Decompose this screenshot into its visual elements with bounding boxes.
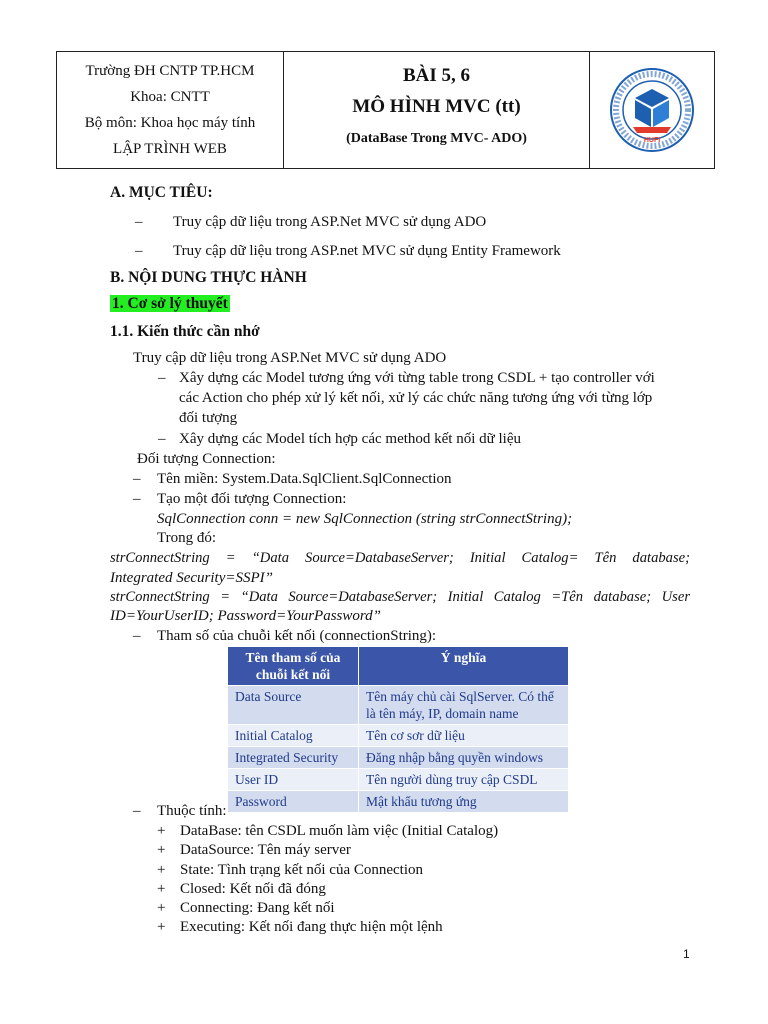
dash-bullet: – <box>133 803 141 819</box>
lesson-number: BÀI 5, 6 <box>402 65 471 86</box>
section-b-heading: B. NỘI DUNG THỰC HÀNH <box>110 269 307 286</box>
property-item: State: Tình trạng kết nối của Connection <box>180 862 424 878</box>
lesson-subtitle: (DataBase Trong MVC- ADO) <box>346 131 527 146</box>
svg-text:HUFI: HUFI <box>643 137 661 144</box>
header-school-info <box>57 52 284 168</box>
where-label: Trong đó: <box>157 530 217 546</box>
property-item: Closed: Kết nối đã đóng <box>180 881 326 897</box>
table-row <box>228 791 568 813</box>
plus-bullet: + <box>157 842 166 858</box>
course-name: LẬP TRÌNH WEB <box>113 141 227 157</box>
faculty-name: Khoa: CNTT <box>130 89 210 105</box>
param-meaning-cell: Tên máy chủ cài SqlServer. Có thể là tên máy, IP, domain name <box>359 686 569 725</box>
params-label: Tham số của chuỗi kết nối (connectionString): <box>157 628 437 644</box>
property-item: DataSource: Tên máy server <box>180 842 351 858</box>
property-item: DataBase: tên CSDL muốn làm việc (Initial Catalog) <box>180 823 499 839</box>
objective-item-1: Truy cập dữ liệu trong ASP.Net MVC sử dụng ADO <box>173 214 487 230</box>
bullet-model-line-1: Xây dựng các Model tương ứng với từng table trong CSDL + tạo controller với <box>179 370 655 386</box>
param-name-cell: Password <box>228 791 359 813</box>
highlighted-heading: 1. Cơ sở lý thuyết <box>112 295 228 312</box>
dash-bullet: – <box>133 491 141 507</box>
dash-bullet: – <box>158 431 166 447</box>
param-meaning-cell: Đăng nhập bằng quyền windows <box>359 747 569 769</box>
plus-bullet: + <box>157 862 166 878</box>
param-meaning-cell: Mật khẩu tương ứng <box>359 791 569 813</box>
dash-bullet: – <box>133 628 141 644</box>
plus-bullet: + <box>157 919 166 935</box>
table-header-cell: Tên tham số của chuỗi kết nối <box>228 647 359 686</box>
code-snippet: SqlConnection conn = new SqlConnection (string strConnectString); <box>157 511 573 527</box>
table-header-row <box>228 647 568 686</box>
subsection-1-heading <box>110 294 230 314</box>
table-row <box>228 686 568 725</box>
plus-bullet: + <box>157 881 166 897</box>
university-logo-icon <box>609 67 695 153</box>
table-row <box>228 769 568 791</box>
namespace-line: Tên miền: System.Data.SqlClient.SqlConnection <box>157 471 452 487</box>
param-name-cell: Integrated Security <box>228 747 359 769</box>
lesson-title: MÔ HÌNH MVC (tt) <box>352 96 521 117</box>
ado-intro: Truy cập dữ liệu trong ASP.Net MVC sử dụng ADO <box>133 350 447 366</box>
property-item: Executing: Kết nối đang thực hiện một lệnh <box>180 919 443 935</box>
objective-item-2: Truy cập dữ liệu trong ASP.net MVC sử dụng Entity Framework <box>173 243 561 259</box>
dash-bullet: – <box>135 243 143 259</box>
example-1-line-2: Integrated Security=SSPI” <box>110 570 274 586</box>
param-meaning-cell: Tên người dùng truy cập CSDL <box>359 769 569 791</box>
header-table <box>56 51 715 169</box>
department-name: Bộ môn: Khoa học máy tính <box>84 115 256 131</box>
param-name-cell: User ID <box>228 769 359 791</box>
plus-bullet: + <box>157 900 166 916</box>
header-title-block <box>284 52 590 168</box>
dash-bullet: – <box>135 214 143 230</box>
subsection-1-1-heading: 1.1. Kiến thức cần nhớ <box>110 323 260 340</box>
dash-bullet: – <box>158 370 166 386</box>
param-name-cell: Data Source <box>228 686 359 725</box>
create-connection-line: Tạo một đối tượng Connection: <box>157 491 347 507</box>
property-item: Connecting: Đang kết nối <box>180 900 335 916</box>
param-meaning-cell: Tên cơ sơr dữ liệu <box>359 725 569 747</box>
example-2-line-2: ID=YourUserID; Password=YourPassword” <box>110 608 382 624</box>
school-name: Trường ĐH CNTP TP.HCM <box>85 63 255 79</box>
example-2-line-1: strConnectString = “Data Source=DatabaseServer; Initial Catalog =Tên database; User <box>110 589 690 605</box>
table-row <box>228 747 568 769</box>
bullet-model-line-2: các Action cho phép xử lý kết nối, xử lý các chức năng tương ứng với từng lớp <box>179 390 653 406</box>
connection-params-table <box>228 647 568 812</box>
bullet-model-line-3: đối tượng <box>179 410 238 426</box>
section-a-heading: A. MỤC TIÊU: <box>110 184 213 201</box>
properties-label: Thuộc tính: <box>157 803 227 819</box>
page-number: 1 <box>683 947 690 961</box>
param-name-cell: Initial Catalog <box>228 725 359 747</box>
dash-bullet: – <box>133 471 141 487</box>
plus-bullet: + <box>157 823 166 839</box>
table-header-cell: Ý nghĩa <box>359 647 569 686</box>
header-logo-cell <box>590 52 714 168</box>
table-row <box>228 725 568 747</box>
connection-heading: Đối tượng Connection: <box>137 451 276 467</box>
bullet-model-method: Xây dựng các Model tích hợp các method kết nối dữ liệu <box>179 431 522 447</box>
example-1-line-1: strConnectString = “Data Source=DatabaseServer; Initial Catalog= Tên database; <box>110 550 690 566</box>
